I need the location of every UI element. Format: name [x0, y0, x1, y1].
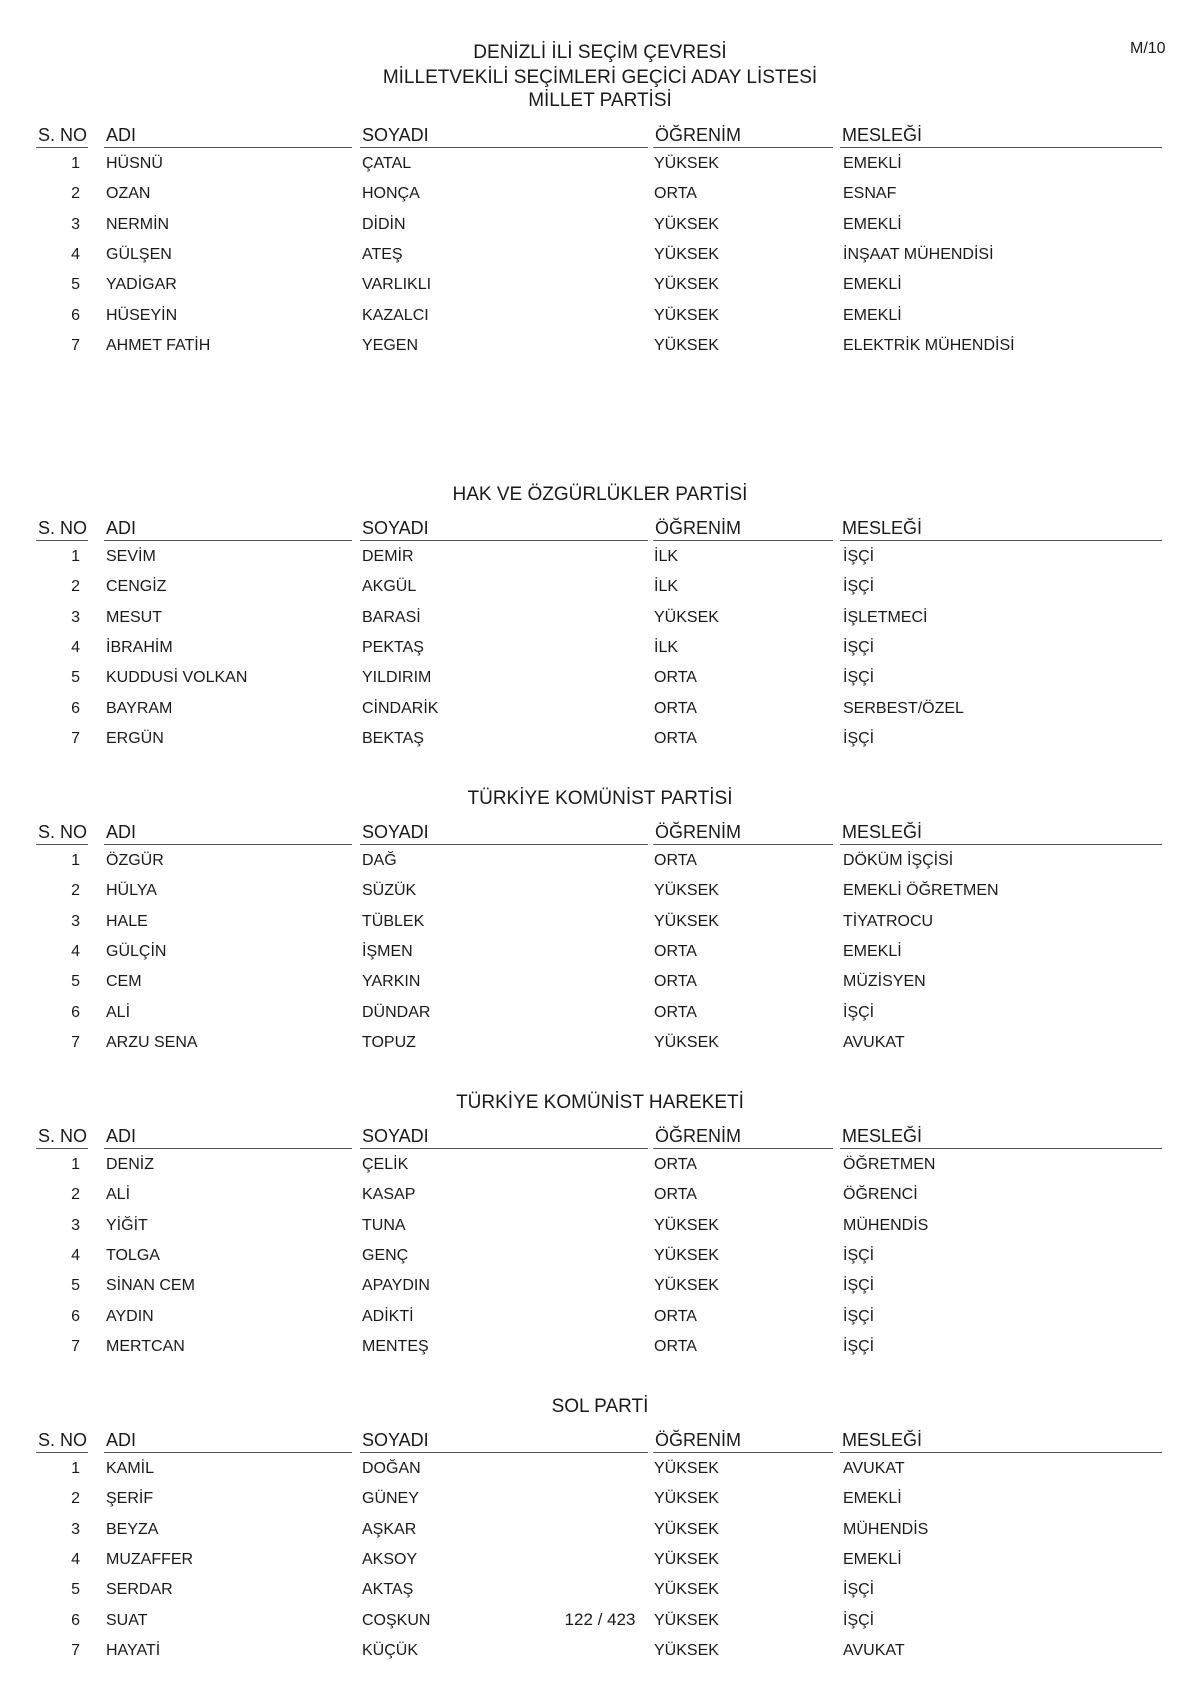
col-head-no: S. NO [38, 1126, 88, 1146]
cell-surname: KASAP [362, 1186, 416, 1204]
cell-surname: AKSOY [362, 1550, 418, 1568]
cell-education: YÜKSEK [654, 215, 719, 233]
cell-profession: İŞÇİ [843, 1581, 875, 1599]
cell-education: ORTA [654, 973, 697, 991]
table-row [0, 548, 1200, 572]
cell-no: 6 [71, 1611, 80, 1629]
column-rule [36, 540, 88, 541]
cell-name: SERDAR [106, 1581, 173, 1599]
column-rule [840, 1148, 1162, 1149]
table-row [0, 337, 1200, 361]
cell-education: YÜKSEK [654, 306, 719, 324]
cell-surname: YARKIN [362, 973, 421, 991]
cell-surname: GÜNEY [362, 1490, 419, 1508]
col-head-profession: MESLEĞİ [842, 1430, 923, 1450]
col-head-surname: SOYADI [362, 1430, 429, 1450]
column-rule [360, 844, 648, 845]
col-head-surname: SOYADI [362, 822, 429, 842]
cell-no: 4 [71, 1550, 80, 1568]
cell-surname: APAYDIN [362, 1277, 430, 1295]
col-head-no: S. NO [38, 822, 88, 842]
col-head-name: ADI [106, 125, 137, 145]
col-head-education: ÖĞRENİM [655, 1430, 742, 1450]
cell-name: CEM [106, 973, 142, 991]
cell-surname: DÜNDAR [362, 1003, 431, 1021]
document-header [0, 40, 1200, 90]
cell-no: 4 [71, 245, 80, 263]
cell-name: BAYRAM [106, 699, 173, 717]
cell-education: YÜKSEK [654, 882, 719, 900]
cell-no: 7 [71, 1033, 80, 1051]
column-rule [36, 1452, 88, 1453]
cell-no: 3 [71, 215, 80, 233]
cell-profession: İŞÇİ [843, 669, 875, 687]
cell-education: İLK [654, 638, 679, 656]
cell-no: 5 [71, 973, 80, 991]
cell-education: YÜKSEK [654, 155, 719, 172]
table-row [0, 1551, 1200, 1575]
column-rule [653, 1148, 833, 1149]
col-head-profession: MESLEĞİ [842, 518, 923, 538]
cell-no: 7 [71, 1337, 80, 1355]
cell-profession: SERBEST/ÖZEL [843, 699, 964, 717]
party-title: MİLLET PARTİSİ [528, 90, 672, 111]
cell-no: 6 [71, 1003, 80, 1021]
table-row [0, 1277, 1200, 1301]
cell-no: 5 [71, 669, 80, 687]
cell-profession: EMEKLİ [843, 215, 902, 233]
table-row [0, 852, 1200, 876]
col-head-profession: MESLEĞİ [842, 822, 923, 842]
table-row [0, 578, 1200, 602]
cell-education: ORTA [654, 1337, 697, 1355]
cell-no: 2 [71, 578, 80, 596]
column-rule [653, 1452, 833, 1453]
table-row [0, 1186, 1200, 1210]
cell-profession: ELEKTRİK MÜHENDİSİ [843, 336, 1015, 354]
cell-profession: İNŞAAT MÜHENDİSİ [843, 245, 994, 263]
cell-no: 1 [71, 155, 80, 172]
cell-surname: AKGÜL [362, 578, 417, 596]
cell-education: YÜKSEK [654, 1550, 719, 1568]
cell-education: YÜKSEK [654, 1611, 719, 1629]
cell-surname: ÇATAL [362, 155, 412, 172]
cell-surname: DOĞAN [362, 1460, 421, 1477]
cell-no: 1 [71, 1460, 80, 1477]
cell-profession: İŞÇİ [843, 578, 875, 596]
column-rule [360, 1452, 648, 1453]
cell-surname: KÜÇÜK [362, 1641, 419, 1659]
cell-name: TOLGA [106, 1246, 160, 1264]
cell-name: HALE [106, 912, 148, 930]
column-rule [360, 1148, 648, 1149]
col-head-surname: SOYADI [362, 125, 429, 145]
table-row [0, 1521, 1200, 1545]
cell-no: 4 [71, 638, 80, 656]
cell-no: 7 [71, 336, 80, 354]
cell-no: 4 [71, 942, 80, 960]
party-title: HAK VE ÖZGÜRLÜKLER PARTİSİ [452, 484, 748, 505]
cell-education: YÜKSEK [654, 608, 719, 626]
table-row [0, 943, 1200, 967]
table-row [0, 1156, 1200, 1180]
cell-name: ÖZGÜR [106, 852, 164, 869]
cell-profession: MÜHENDİS [843, 1216, 929, 1234]
cell-surname: KAZALCI [362, 306, 429, 324]
cell-no: 3 [71, 912, 80, 930]
column-rule [360, 147, 648, 148]
table-row [0, 1247, 1200, 1271]
cell-education: ORTA [654, 669, 697, 687]
cell-education: YÜKSEK [654, 1246, 719, 1264]
cell-profession: ESNAF [843, 185, 897, 203]
cell-profession: İŞÇİ [843, 729, 875, 747]
cell-surname: MENTEŞ [362, 1337, 429, 1355]
cell-education: YÜKSEK [654, 1277, 719, 1295]
column-rule [360, 540, 648, 541]
table-row [0, 246, 1200, 270]
cell-name: HÜSEYİN [106, 306, 178, 324]
col-head-education: ÖĞRENİM [655, 1126, 742, 1146]
cell-name: AHMET FATİH [106, 336, 211, 354]
cell-name: OZAN [106, 185, 151, 203]
header-line-province: DENİZLİ İLİ SEÇİM ÇEVRESİ [473, 42, 727, 63]
cell-surname: AŞKAR [362, 1520, 417, 1538]
cell-education: ORTA [654, 942, 697, 960]
cell-no: 1 [71, 1156, 80, 1173]
cell-surname: DAĞ [362, 852, 397, 869]
cell-name: ALİ [106, 1186, 131, 1204]
table-row [0, 1217, 1200, 1241]
col-head-education: ÖĞRENİM [655, 822, 742, 842]
cell-no: 2 [71, 1490, 80, 1508]
cell-no: 2 [71, 1186, 80, 1204]
col-head-no: S. NO [38, 1430, 88, 1450]
column-rule [653, 147, 833, 148]
cell-name: SUAT [106, 1611, 148, 1629]
cell-name: CENGİZ [106, 578, 167, 596]
cell-no: 4 [71, 1246, 80, 1264]
table-row [0, 913, 1200, 937]
cell-surname: BARASİ [362, 608, 421, 626]
cell-education: YÜKSEK [654, 1581, 719, 1599]
cell-name: AYDIN [106, 1307, 154, 1325]
column-rule [840, 540, 1162, 541]
cell-surname: YEGEN [362, 336, 419, 354]
cell-name: MUZAFFER [106, 1550, 194, 1568]
cell-surname: COŞKUN [362, 1611, 431, 1629]
column-rule [104, 1148, 352, 1149]
table-row [0, 1490, 1200, 1514]
cell-profession: AVUKAT [843, 1033, 905, 1051]
cell-surname: TUNA [362, 1216, 406, 1234]
page-number: 122 / 423 [564, 1610, 636, 1629]
party-title: TÜRKİYE KOMÜNİST PARTİSİ [467, 788, 733, 809]
cell-profession: ÖĞRETMEN [843, 1156, 936, 1173]
cell-education: İLK [654, 578, 679, 596]
cell-education: YÜKSEK [654, 336, 719, 354]
cell-education: ORTA [654, 1003, 697, 1021]
cell-name: ŞERİF [106, 1490, 154, 1508]
cell-profession: İŞÇİ [843, 1003, 875, 1021]
column-rule [104, 1452, 352, 1453]
cell-no: 5 [71, 1277, 80, 1295]
cell-name: NERMİN [106, 215, 170, 233]
cell-education: YÜKSEK [654, 1490, 719, 1508]
cell-profession: AVUKAT [843, 1641, 905, 1659]
cell-profession: MÜZİSYEN [843, 973, 926, 991]
table-row [0, 639, 1200, 663]
cell-name: YADİGAR [106, 276, 177, 294]
cell-name: HÜLYA [106, 882, 157, 900]
cell-name: KUDDUSİ VOLKAN [106, 669, 248, 687]
cell-education: ORTA [654, 1186, 697, 1204]
cell-profession: EMEKLİ [843, 306, 902, 324]
cell-name: KAMİL [106, 1460, 155, 1477]
column-rule [36, 844, 88, 845]
cell-profession: İŞÇİ [843, 548, 875, 565]
col-head-name: ADI [106, 822, 137, 842]
column-rule [840, 147, 1162, 148]
table-row [0, 1460, 1200, 1484]
cell-name: ARZU SENA [106, 1033, 198, 1051]
cell-profession: AVUKAT [843, 1460, 905, 1477]
table-row [0, 276, 1200, 300]
col-head-surname: SOYADI [362, 518, 429, 538]
col-head-name: ADI [106, 518, 137, 538]
cell-surname: SÜZÜK [362, 882, 417, 900]
page-code: M/10 [1130, 40, 1166, 57]
party-title: SOL PARTİ [551, 1396, 649, 1417]
party-section [0, 90, 1200, 410]
cell-profession: EMEKLİ [843, 942, 902, 960]
table-row [0, 1642, 1200, 1666]
cell-surname: DEMİR [362, 548, 414, 565]
cell-name: HAYATİ [106, 1641, 161, 1659]
col-head-surname: SOYADI [362, 1126, 429, 1146]
cell-education: ORTA [654, 729, 697, 747]
cell-surname: GENÇ [362, 1246, 409, 1264]
party-section [0, 1022, 1200, 1355]
cell-education: İLK [654, 548, 679, 565]
cell-profession: İŞÇİ [843, 1277, 875, 1295]
table-row [0, 185, 1200, 209]
cell-name: ERGÜN [106, 729, 164, 747]
cell-surname: HONÇA [362, 185, 420, 203]
table-row [0, 155, 1200, 179]
column-rule [36, 147, 88, 148]
column-rule [104, 540, 352, 541]
cell-profession: İŞÇİ [843, 1611, 875, 1629]
cell-surname: TÜBLEK [362, 912, 425, 930]
cell-profession: ÖĞRENCİ [843, 1186, 918, 1204]
cell-surname: TOPUZ [362, 1033, 416, 1051]
cell-profession: İŞÇİ [843, 1307, 875, 1325]
cell-profession: EMEKLİ [843, 276, 902, 294]
cell-surname: AKTAŞ [362, 1581, 414, 1599]
cell-name: ALİ [106, 1003, 131, 1021]
cell-surname: DİDİN [362, 215, 406, 233]
cell-profession: EMEKLİ [843, 1550, 902, 1568]
table-row [0, 973, 1200, 997]
cell-name: SEVİM [106, 548, 156, 565]
cell-no: 6 [71, 1307, 80, 1325]
cell-profession: İŞÇİ [843, 638, 875, 656]
cell-no: 7 [71, 1641, 80, 1659]
col-head-profession: MESLEĞİ [842, 125, 923, 145]
cell-profession: İŞLETMECİ [843, 608, 928, 626]
cell-education: YÜKSEK [654, 1216, 719, 1234]
cell-surname: ATEŞ [362, 245, 403, 263]
cell-education: YÜKSEK [654, 1641, 719, 1659]
col-head-no: S. NO [38, 518, 88, 538]
col-head-profession: MESLEĞİ [842, 1126, 923, 1146]
cell-profession: İŞÇİ [843, 1337, 875, 1355]
col-head-name: ADI [106, 1126, 137, 1146]
cell-profession: EMEKLİ [843, 1490, 902, 1508]
cell-no: 5 [71, 276, 80, 294]
cell-name: MERTCAN [106, 1337, 185, 1355]
party-section [0, 414, 1200, 747]
header-line-list-title: MİLLETVEKİLİ SEÇİMLERİ GEÇİCİ ADAY LİSTESİ [382, 67, 818, 88]
table-row [0, 882, 1200, 906]
table-row [0, 307, 1200, 331]
cell-surname: ÇELİK [362, 1156, 409, 1173]
cell-profession: MÜHENDİS [843, 1520, 929, 1538]
cell-profession: EMEKLİ ÖĞRETMEN [843, 882, 999, 900]
table-row [0, 1581, 1200, 1605]
party-title: TÜRKİYE KOMÜNİST HAREKETİ [456, 1092, 744, 1113]
col-head-name: ADI [106, 1430, 137, 1450]
col-head-no: S. NO [38, 125, 88, 145]
cell-education: ORTA [654, 1156, 697, 1173]
cell-no: 3 [71, 1520, 80, 1538]
cell-no: 2 [71, 882, 80, 900]
column-rule [840, 1452, 1162, 1453]
table-row [0, 609, 1200, 633]
col-head-education: ÖĞRENİM [655, 518, 742, 538]
cell-no: 2 [71, 185, 80, 203]
table-row [0, 669, 1200, 693]
cell-name: BEYZA [106, 1520, 159, 1538]
cell-surname: BEKTAŞ [362, 729, 424, 747]
cell-surname: YILDIRIM [362, 669, 432, 687]
cell-name: MESUT [106, 608, 162, 626]
cell-education: ORTA [654, 699, 697, 717]
column-rule [36, 1148, 88, 1149]
col-head-education: ÖĞRENİM [655, 125, 742, 145]
cell-name: İBRAHİM [106, 638, 173, 656]
cell-profession: EMEKLİ [843, 155, 902, 172]
cell-profession: TİYATROCU [843, 912, 934, 930]
cell-surname: ADİKTİ [362, 1307, 414, 1325]
cell-education: YÜKSEK [654, 1520, 719, 1538]
column-rule [840, 844, 1162, 845]
cell-no: 3 [71, 1216, 80, 1234]
column-rule [104, 844, 352, 845]
cell-education: YÜKSEK [654, 245, 719, 263]
cell-no: 7 [71, 729, 80, 747]
cell-name: DENİZ [106, 1156, 154, 1173]
cell-education: YÜKSEK [654, 276, 719, 294]
column-rule [653, 844, 833, 845]
party-section [0, 718, 1200, 1051]
cell-education: YÜKSEK [654, 912, 719, 930]
cell-no: 1 [71, 548, 80, 565]
cell-name: YİĞİT [106, 1216, 148, 1234]
cell-surname: VARLIKLI [362, 276, 432, 294]
cell-name: HÜSNÜ [106, 155, 163, 172]
cell-education: YÜKSEK [654, 1460, 719, 1477]
cell-name: SİNAN CEM [106, 1277, 195, 1295]
cell-education: YÜKSEK [654, 1033, 719, 1051]
cell-name: GÜLŞEN [106, 245, 172, 263]
column-rule [653, 540, 833, 541]
cell-profession: İŞÇİ [843, 1246, 875, 1264]
cell-no: 6 [71, 306, 80, 324]
cell-no: 5 [71, 1581, 80, 1599]
cell-no: 1 [71, 852, 80, 869]
cell-no: 6 [71, 699, 80, 717]
cell-name: GÜLÇİN [106, 942, 167, 960]
column-rule [104, 147, 352, 148]
cell-surname: PEKTAŞ [362, 638, 424, 656]
cell-profession: DÖKÜM İŞÇİSİ [843, 852, 954, 869]
cell-surname: İŞMEN [362, 942, 413, 960]
cell-surname: CİNDARİK [362, 699, 439, 717]
cell-education: ORTA [654, 185, 697, 203]
cell-no: 3 [71, 608, 80, 626]
party-section [0, 1326, 1200, 1659]
table-row [0, 216, 1200, 240]
cell-education: ORTA [654, 1307, 697, 1325]
cell-education: ORTA [654, 852, 697, 869]
